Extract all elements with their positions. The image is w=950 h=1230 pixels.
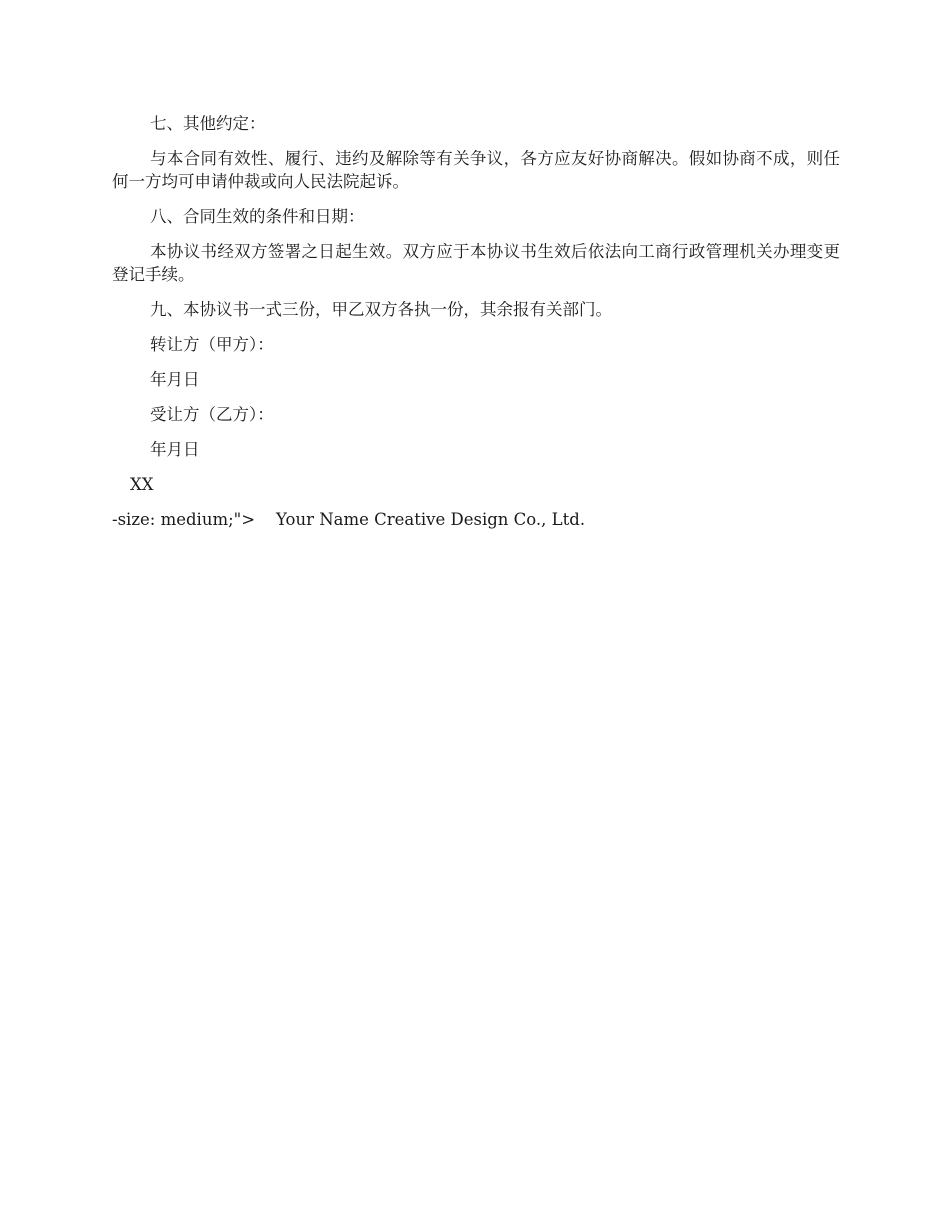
section-7-heading: 七、其他约定： (150, 114, 266, 133)
document-body (112, 112, 840, 531)
transferee-date: 年月日 (150, 440, 200, 459)
footer-company-line: -size: medium;"> Your Name Creative Design Co., Ltd. (112, 510, 586, 529)
section-8-heading: 八、合同生效的条件和日期： (150, 207, 365, 226)
transferee-label: 受让方（乙方）： (150, 405, 274, 424)
transferor-date: 年月日 (150, 370, 200, 389)
xx-placeholder: XX (130, 475, 154, 494)
section-9-text: 九、本协议书一式三份，甲乙双方各执一份，其余报有关部门。 (150, 300, 612, 319)
transferor-label: 转让方（甲方）： (150, 335, 274, 354)
section-7-text: 与本合同有效性、履行、违约及解除等有关争议，各方应友好协商解决。假如协商不成，则任何一方均可申请仲裁或向人民法院起诉。 (112, 149, 840, 191)
section-8-text: 本协议书经双方签署之日起生效。双方应于本协议书生效后依法向工商行政管理机关办理变更登记手续。 (112, 242, 840, 284)
